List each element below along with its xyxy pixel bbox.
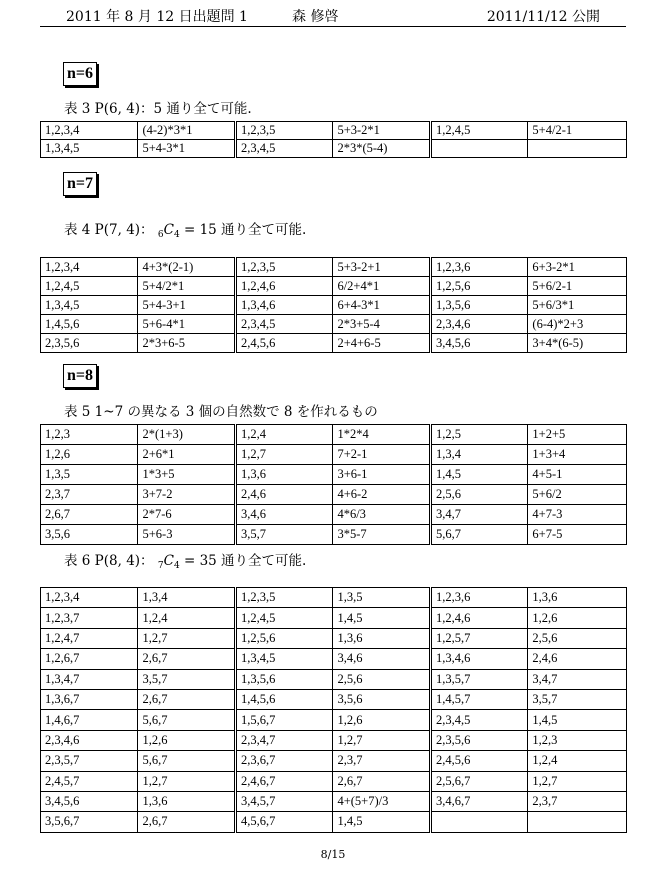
cell-expression: 5,6,7 <box>138 710 235 730</box>
cell-numbers: 1,2,3,4 <box>41 122 138 140</box>
cell-numbers: 1,2,4,7 <box>41 628 138 648</box>
cell-numbers: 2,4,6,7 <box>235 771 332 791</box>
cell-expression: 6+4-3*1 <box>333 296 430 315</box>
table-row <box>41 277 627 296</box>
cell-numbers: 1,3,5,7 <box>430 669 527 689</box>
cell-expression: 2*3+6-5 <box>138 334 235 353</box>
table-row <box>41 628 627 648</box>
table-row <box>41 710 627 730</box>
cell-numbers: 1,4,5,6 <box>41 315 138 334</box>
cell-expression: 5+6-3 <box>138 525 235 545</box>
cell-numbers: 2,3,4,7 <box>235 730 332 750</box>
cell-numbers: 1,2,6 <box>41 445 138 465</box>
table-row <box>41 751 627 771</box>
cell-numbers: 3,4,6,7 <box>430 791 527 811</box>
table-row <box>41 525 627 545</box>
cell-expression: 2,6,7 <box>138 812 235 832</box>
cell-expression <box>528 140 627 158</box>
cell-numbers: 1,2,4,5 <box>235 608 332 628</box>
cell-expression: 2,3,7 <box>333 751 430 771</box>
cell-numbers: 1,2,4,6 <box>235 277 332 296</box>
cell-numbers: 1,3,4,6 <box>430 649 527 669</box>
cell-numbers: 1,3,5 <box>41 465 138 485</box>
cell-numbers: 3,5,6 <box>41 525 138 545</box>
cell-numbers: 2,3,4,5 <box>430 710 527 730</box>
table-5 <box>40 424 627 545</box>
cell-numbers: 4,5,6,7 <box>235 812 332 832</box>
cell-numbers: 2,3,4,6 <box>430 315 527 334</box>
cell-expression: 3+6-1 <box>333 465 430 485</box>
cell-numbers: 1,3,6 <box>235 465 332 485</box>
caption-text: 表 6 P(8, 4)： <box>64 553 154 569</box>
cell-numbers: 1,2,3 <box>41 425 138 445</box>
cell-expression: 5+4-3*1 <box>138 140 235 158</box>
cell-numbers: 2,3,4,5 <box>235 140 332 158</box>
cell-numbers: 1,2,7 <box>235 445 332 465</box>
cell-expression: 2,6,7 <box>138 689 235 709</box>
cell-expression: 5+6/3*1 <box>528 296 627 315</box>
cell-expression: 1,3,5 <box>333 588 430 608</box>
section-label-n7: n=7 <box>63 172 97 196</box>
cell-numbers: 2,3,7 <box>41 485 138 505</box>
cell-numbers: 1,2,4 <box>235 425 332 445</box>
caption-text: 表 5 1~7 の異なる 3 個の自然数で 8 を作れるもの <box>64 404 378 420</box>
caption-sub-k: 4 <box>173 561 180 571</box>
cell-numbers: 3,5,6,7 <box>41 812 138 832</box>
cell-numbers: 1,3,4,6 <box>235 296 332 315</box>
cell-expression: 3+7-2 <box>138 485 235 505</box>
cell-expression: 4+6-2 <box>333 485 430 505</box>
cell-expression: 5+3-2*1 <box>333 122 430 140</box>
cell-expression: 5+3-2+1 <box>333 258 430 277</box>
cell-numbers: 1,4,5 <box>430 465 527 485</box>
cell-numbers: 3,4,5,7 <box>235 791 332 811</box>
cell-numbers: 2,6,7 <box>41 505 138 525</box>
cell-expression: 2,3,7 <box>528 791 627 811</box>
cell-expression: 1,3,4 <box>138 588 235 608</box>
cell-expression: 2,5,6 <box>333 669 430 689</box>
caption-combination-symbol: C <box>163 553 174 569</box>
cell-expression: 2,6,7 <box>138 649 235 669</box>
cell-expression: 4+5-1 <box>528 465 627 485</box>
caption-table-5 <box>64 404 378 420</box>
table-row <box>41 122 627 140</box>
cell-numbers: 1,3,5,6 <box>430 296 527 315</box>
table-row <box>41 296 627 315</box>
cell-expression: 2*(1+3) <box>138 425 235 445</box>
cell-numbers: 2,4,6 <box>235 485 332 505</box>
cell-expression: 2+6*1 <box>138 445 235 465</box>
cell-numbers: 1,4,6,7 <box>41 710 138 730</box>
cell-numbers: 3,4,5,6 <box>430 334 527 353</box>
cell-numbers: 2,3,6,7 <box>235 751 332 771</box>
table-row <box>41 791 627 811</box>
page-header <box>40 0 626 27</box>
cell-numbers: 2,3,5,6 <box>430 730 527 750</box>
cell-expression: 2,5,6 <box>528 628 627 648</box>
table-row <box>41 258 627 277</box>
cell-numbers: 1,4,5,7 <box>430 689 527 709</box>
page-number: 8/15 <box>320 848 346 861</box>
cell-expression: 1+2+5 <box>528 425 627 445</box>
table-4 <box>40 257 627 353</box>
cell-expression: 4+3*(2-1) <box>138 258 235 277</box>
cell-expression: 1,2,6 <box>138 730 235 750</box>
cell-expression: 1,4,5 <box>528 710 627 730</box>
cell-expression: 3,4,6 <box>333 649 430 669</box>
cell-numbers <box>430 140 527 158</box>
cell-numbers: 5,6,7 <box>430 525 527 545</box>
cell-numbers: 2,4,5,6 <box>430 751 527 771</box>
caption-text: 表 4 P(7, 4)： <box>64 222 154 238</box>
cell-numbers: 3,5,7 <box>235 525 332 545</box>
cell-expression: 4+7-3 <box>528 505 627 525</box>
table-row <box>41 140 627 158</box>
cell-expression: 6+7-5 <box>528 525 627 545</box>
header-publish-date: 2011/11/12 公開 <box>486 9 600 25</box>
cell-expression: 3+4*(6-5) <box>528 334 627 353</box>
cell-expression: 5+4/2*1 <box>138 277 235 296</box>
caption-result: = 15 通り全て可能. <box>183 222 307 238</box>
cell-expression: 2,4,6 <box>528 649 627 669</box>
cell-expression: 1,2,7 <box>528 771 627 791</box>
cell-expression: 1,3,6 <box>333 628 430 648</box>
caption-combination-symbol: C <box>163 222 174 238</box>
cell-expression: 5,6,7 <box>138 751 235 771</box>
cell-expression: 5+4/2-1 <box>528 122 627 140</box>
cell-expression: 1*2*4 <box>333 425 430 445</box>
cell-numbers: 3,4,7 <box>430 505 527 525</box>
cell-expression: 6/2+4*1 <box>333 277 430 296</box>
caption-sub-n: 7 <box>157 561 164 571</box>
cell-numbers: 1,3,6,7 <box>41 689 138 709</box>
cell-numbers: 1,2,3,6 <box>430 258 527 277</box>
cell-numbers: 1,2,3,5 <box>235 122 332 140</box>
cell-numbers: 1,4,5,6 <box>235 689 332 709</box>
table-row <box>41 649 627 669</box>
cell-expression: 1,2,4 <box>138 608 235 628</box>
cell-expression: 1,2,7 <box>333 730 430 750</box>
cell-expression: 1,3,6 <box>138 791 235 811</box>
cell-numbers: 2,3,4,6 <box>41 730 138 750</box>
cell-expression: 4+(5+7)/3 <box>333 791 430 811</box>
table-row <box>41 608 627 628</box>
header-author: 森 修啓 <box>292 9 339 25</box>
table-row <box>41 465 627 485</box>
caption-sub-k: 4 <box>173 230 180 240</box>
table-row <box>41 315 627 334</box>
cell-expression: 2,6,7 <box>333 771 430 791</box>
cell-numbers: 2,3,5,6 <box>41 334 138 353</box>
cell-expression: 5+4-3+1 <box>138 296 235 315</box>
cell-expression: 3,4,7 <box>528 669 627 689</box>
cell-expression: 3,5,6 <box>333 689 430 709</box>
cell-numbers: 1,3,4,5 <box>41 296 138 315</box>
cell-numbers: 1,2,3,7 <box>41 608 138 628</box>
table-row <box>41 689 627 709</box>
table-3 <box>40 121 627 158</box>
cell-numbers: 2,3,5,7 <box>41 751 138 771</box>
caption-text: 表 3 P(6, 4)：5 通り全て可能. <box>64 101 252 117</box>
cell-numbers: 1,2,5 <box>430 425 527 445</box>
cell-expression: 2*3+5-4 <box>333 315 430 334</box>
cell-expression: 1,4,5 <box>333 812 430 832</box>
cell-expression: 1,2,6 <box>333 710 430 730</box>
cell-expression: 7+2-1 <box>333 445 430 465</box>
cell-numbers: 2,5,6,7 <box>430 771 527 791</box>
cell-expression: 3*5-7 <box>333 525 430 545</box>
cell-numbers: 1,3,4,5 <box>235 649 332 669</box>
cell-expression: 5+6-4*1 <box>138 315 235 334</box>
cell-numbers: 1,2,3,5 <box>235 588 332 608</box>
cell-numbers: 1,3,4,7 <box>41 669 138 689</box>
cell-numbers: 1,2,5,6 <box>430 277 527 296</box>
cell-numbers: 1,2,5,7 <box>430 628 527 648</box>
cell-expression: 1,2,3 <box>528 730 627 750</box>
cell-expression: (6-4)*2+3 <box>528 315 627 334</box>
cell-expression: 2*7-6 <box>138 505 235 525</box>
cell-expression: 5+6/2 <box>528 485 627 505</box>
cell-numbers: 1,2,3,4 <box>41 588 138 608</box>
cell-expression: 1,2,7 <box>138 771 235 791</box>
section-label-n8: n=8 <box>63 364 97 388</box>
cell-expression: 3,5,7 <box>138 669 235 689</box>
cell-numbers: 2,4,5,6 <box>235 334 332 353</box>
table-row <box>41 445 627 465</box>
cell-numbers: 2,5,6 <box>430 485 527 505</box>
cell-expression: 1+3+4 <box>528 445 627 465</box>
table-row <box>41 425 627 445</box>
cell-numbers: 3,4,5,6 <box>41 791 138 811</box>
header-date-problem: 2011 年 8 月 12 日出題問 1 <box>66 9 248 25</box>
cell-numbers: 1,2,3,4 <box>41 258 138 277</box>
cell-numbers: 1,3,4,5 <box>41 140 138 158</box>
cell-expression: 5+6/2-1 <box>528 277 627 296</box>
cell-numbers: 3,4,6 <box>235 505 332 525</box>
cell-numbers: 1,3,4 <box>430 445 527 465</box>
cell-numbers: 1,3,5,6 <box>235 669 332 689</box>
cell-numbers: 1,2,6,7 <box>41 649 138 669</box>
table-row <box>41 505 627 525</box>
section-label-n6: n=6 <box>63 62 97 86</box>
cell-expression: 1*3+5 <box>138 465 235 485</box>
cell-expression: (4-2)*3*1 <box>138 122 235 140</box>
caption-table-3 <box>64 101 252 117</box>
table-row <box>41 669 627 689</box>
cell-expression: 3,5,7 <box>528 689 627 709</box>
cell-expression: 1,2,7 <box>138 628 235 648</box>
cell-expression: 1,2,4 <box>528 751 627 771</box>
cell-numbers: 1,5,6,7 <box>235 710 332 730</box>
cell-expression: 2+4+6-5 <box>333 334 430 353</box>
caption-table-6 <box>64 553 306 574</box>
caption-sub-n: 6 <box>157 230 164 240</box>
table-row <box>41 334 627 353</box>
cell-expression: 2*3*(5-4) <box>333 140 430 158</box>
cell-numbers: 2,3,4,5 <box>235 315 332 334</box>
cell-numbers: 1,2,4,6 <box>430 608 527 628</box>
cell-numbers: 1,2,5,6 <box>235 628 332 648</box>
cell-numbers: 1,2,3,5 <box>235 258 332 277</box>
cell-expression: 6+3-2*1 <box>528 258 627 277</box>
cell-numbers: 1,2,4,5 <box>430 122 527 140</box>
table-row <box>41 812 627 832</box>
cell-numbers: 2,4,5,7 <box>41 771 138 791</box>
cell-expression: 1,4,5 <box>333 608 430 628</box>
table-6 <box>40 587 627 833</box>
caption-table-4 <box>64 222 306 243</box>
cell-expression <box>528 812 627 832</box>
cell-numbers: 1,2,3,6 <box>430 588 527 608</box>
cell-expression: 4*6/3 <box>333 505 430 525</box>
table-row <box>41 485 627 505</box>
cell-numbers <box>430 812 527 832</box>
table-row <box>41 588 627 608</box>
cell-expression: 1,3,6 <box>528 588 627 608</box>
cell-expression: 1,2,6 <box>528 608 627 628</box>
cell-numbers: 1,2,4,5 <box>41 277 138 296</box>
caption-result: = 35 通り全て可能. <box>183 553 307 569</box>
table-row <box>41 771 627 791</box>
table-row <box>41 730 627 750</box>
